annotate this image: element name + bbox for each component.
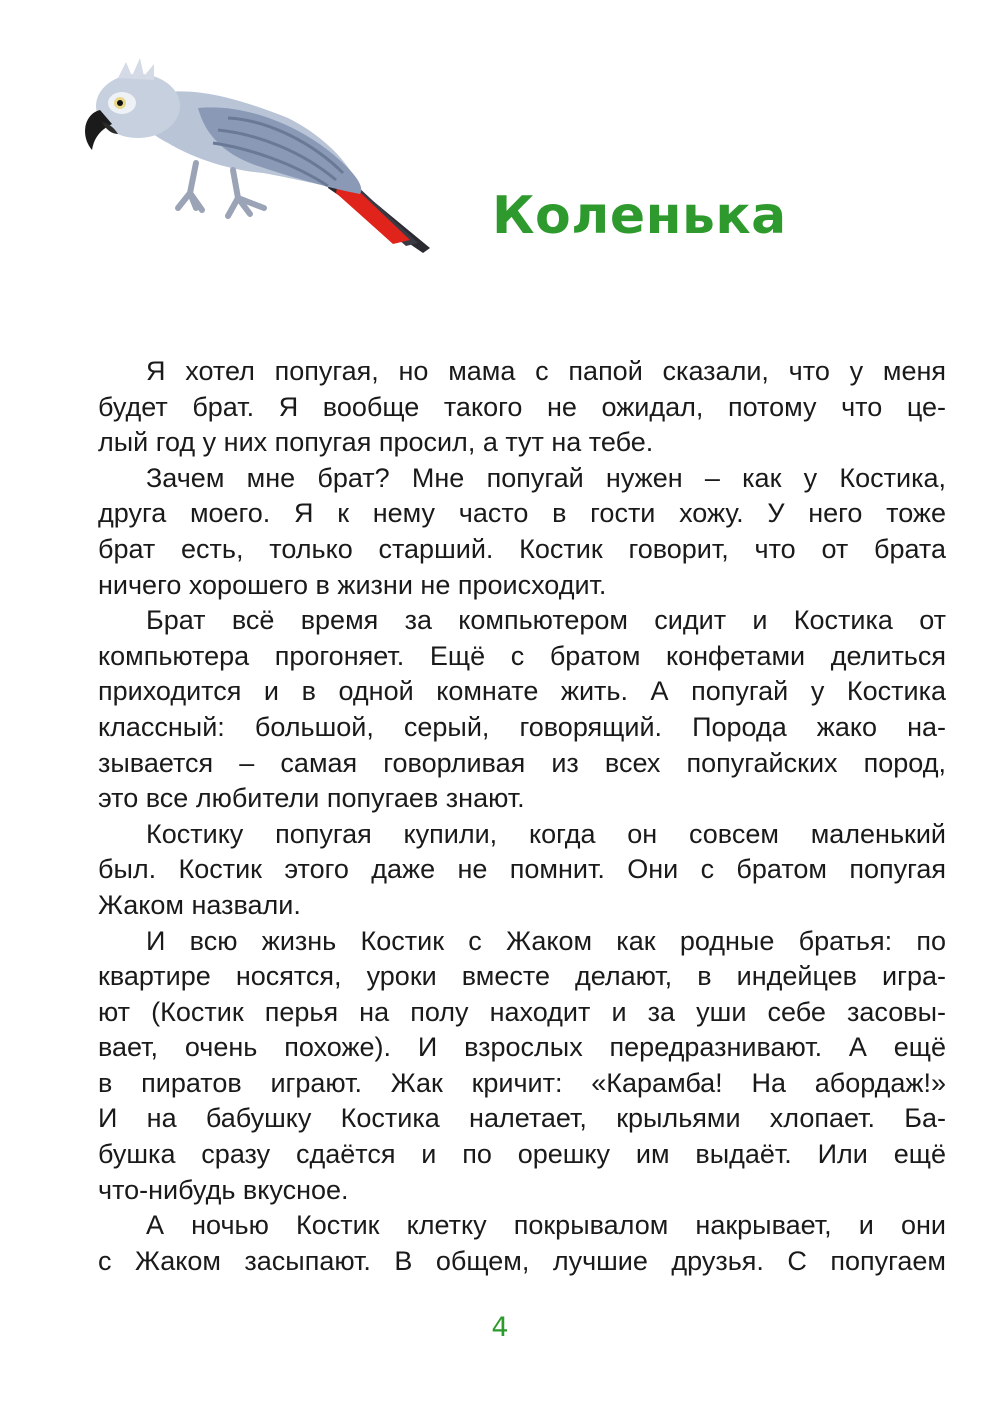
page-title: Коленька [492,186,787,246]
text-line: Я хотел попугая, но мама с папой сказали, что у меня [146,356,946,386]
text-line: это все любители попугаев знают. [98,783,525,814]
text-line: Зачем мне брат? Мне попугай нужен – как у Костика, [146,462,946,493]
text-line: будет брат. Я вообще такого не ожидал, потому что це- [98,391,946,422]
text-line: И всю жизнь Костик с Жаком как родные братья: по [146,925,946,956]
text-line: ничего хорошего в жизни не происходит. [98,569,607,600]
text-line: брат есть, только старший. Костик говорит, что от брата [98,533,946,564]
text-line: бушка сразу сдаётся и по орешку им выдаёт. Или ещё [98,1139,946,1170]
page-number: 4 [491,1312,509,1343]
text-line: классный: большой, серый, говорящий. Порода жако на- [98,711,946,742]
text-line: зывается – самая говорливая из всех попугайских пород, [98,747,946,778]
story-text [98,354,946,1279]
parrot-illustration-icon [78,48,448,258]
text-line: вает, очень похоже). И взрослых передразнивают. А ещё [98,1032,946,1063]
text-line: приходится и в одной комнате жить. А попугай у Костика [98,676,946,707]
text-line: И на бабушку Костика налетает, крыльями хлопает. Ба- [98,1103,946,1134]
text-line: друга моего. Я к нему часто в гости хожу. У него тоже [98,498,946,529]
text-line: компьютера прогоняет. Ещё с братом конфетами делиться [98,640,946,671]
text-line: Жаком назвали. [98,889,301,920]
text-line: Костику попугая купили, когда он совсем маленький [146,818,946,849]
text-line: лый год у них попугая просил, а тут на тебе. [98,427,654,458]
text-line: А ночью Костик клетку покрывалом накрывает, и они [146,1210,946,1241]
text-line: ют (Костик перья на полу находит и за уши себе засовы- [98,996,946,1027]
text-line: в пиратов играют. Жак кричит: «Карамба! На абордаж!» [98,1067,946,1098]
text-line: был. Костик этого даже не помнит. Они с братом попугая [98,854,946,885]
text-line: Брат всё время за компьютером сидит и Костика от [146,605,946,636]
text-line: что-нибудь вкусное. [98,1174,349,1205]
text-line: с Жаком засыпают. В общем, лучшие друзья. С попугаем [98,1245,946,1276]
text-line: квартире носятся, уроки вместе делают, в индейцев игра- [98,961,946,992]
